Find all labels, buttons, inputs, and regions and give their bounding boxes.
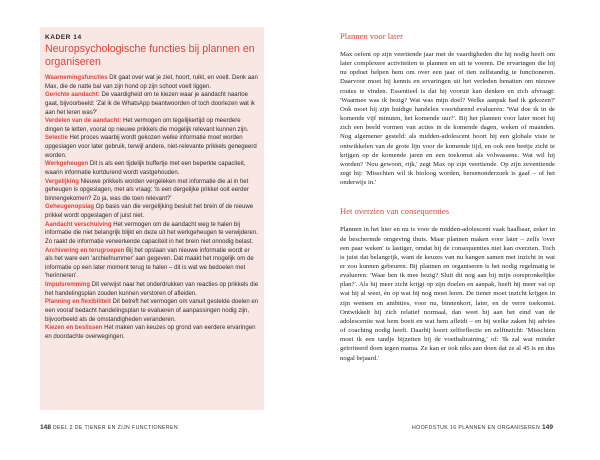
- right-column: [340, 31, 555, 363]
- kader-item: [45, 247, 259, 282]
- kader-item: [45, 203, 259, 220]
- kader-item: [45, 74, 259, 91]
- kader-term: Gerichte aandacht:: [45, 92, 100, 99]
- right-page: [300, 0, 600, 460]
- kader-label: KADER 14: [45, 34, 82, 41]
- page-number: 148: [40, 424, 52, 431]
- kader-text: Dit gaat over wat je ziet, hoort, ruikt, en voelt. Denk aan Max, die de natte bal van zijn hond op zijn schoot voelt liggen.: [45, 75, 258, 90]
- section-plannen-voor-later: [340, 31, 555, 187]
- section-heading: Het overzien van consequenties: [340, 206, 450, 217]
- kader-term: Archivering en terugroepen: [45, 247, 125, 254]
- section-paragraph: Max oefent op zijn veertiende jaar met de vaardigheden die hij nodig heeft om later complexere activiteiten te plannen en uit te voeren. De ervaringen die hij nu opdoet helpen hem om over een jaar of tien zelfstandig te functioneren. Daarvoor moet hij kennis en ervaringen uit het verleden benatten om nieuwe routes te vinden. Essentieel is dat hij vooruit kan denken en zich afvraagt: 'Waarmee was ik bezig? Wat was mijn doel? Welke aanpak had ik gekozen?' Ook moet hij zijn huidige handelen voortdurend evalueren: 'Wat doe ik in de komende vijf minuten, het komende uur?'. Bij het plannen voor later moet hij zich een beeld vormen van acties in de komende dagen, weken of maanden. Nog algemener gesteld: als midden-adolescent hoort hij een globale visie te ontwikkelen van de grote lijn voor de komende tijd, en ook een beetje zicht te krijgen op de komende jaren en een toekomst als volwassene. Wat wil hij worden? 'Nou gewoon, rijk,' zegt Max op zijn veertiende. Op zijn zeventiende zegt hij: 'Misschien wil ik bioloog worden, hersenonderzoek is gaaf – of het onderwijs in.': [340, 51, 555, 187]
- kader-item: [45, 221, 259, 247]
- kader-term: Planning en flexibiliteit: [45, 299, 111, 306]
- kader-term: Impulsremming: [45, 282, 91, 288]
- kader-text: Dit betreft het vermogen om vanuit gestelde doelen en een vooraf bedacht handelingsplan te evalueren of aanpassingen nodig zijn, bijvoorbeeld als de omstandigheden veranderen.: [45, 299, 259, 323]
- section-heading: Plannen voor later: [340, 31, 404, 41]
- kader-text: Bij het opslaan van nieuwe informatie wordt er als het ware een 'archiefnummer' aan gegeven. Dat maakt het mogelijk om de informatie op een later moment terug te halen – dit is wat we bedoelen met 'herinneren'.: [45, 247, 254, 280]
- kader-item: [45, 117, 259, 134]
- kader-text: Het proces waarbij wordt gekozen welke informatie moet worden opgeslagen voor later gebruik, terwijl andere, niet-relevante prikkels genegeerd worden.: [45, 135, 257, 159]
- page-number: 149: [541, 424, 553, 431]
- kader-item: [45, 91, 259, 117]
- kader-term: Verdelen van de aandacht:: [45, 118, 122, 125]
- running-head: DEEL 2 DE TIENER EN ZIJN FUNCTIONEREN: [52, 425, 179, 431]
- kader-term: Aandacht verschuiving: [45, 221, 112, 228]
- running-head: HOOFDSTUK 16 PLANNEN EN ORGANISEREN: [411, 425, 541, 431]
- kader-item: [45, 298, 259, 324]
- kader-body: [45, 74, 259, 341]
- kader-text: Dit is als een tijdelijk buffertje met een beperkte capaciteit, waarin informatie kortdurend wordt vastgehouden.: [45, 161, 246, 176]
- kader-item: [45, 324, 259, 341]
- section-overzien-consequenties: [340, 206, 555, 362]
- kader-text: Het vermogen om de aandacht weg te halen bij informatie die niet belangrijk blijkt en deze uit het werkgeheugen te verwijderen. Zo raakt de informatie verwerkende capaciteit in het brein niet onnodig belast.: [45, 221, 258, 245]
- kader-term: Waarnemingsfuncties: [45, 75, 108, 81]
- kader-item: [45, 160, 259, 177]
- kader-text: Het maken van keuzes op grond van eerdere ervaringen en doordachte overwegingen.: [45, 325, 256, 340]
- kader-item: [45, 134, 259, 160]
- kader-item: [45, 281, 259, 298]
- kader-text: Dit verwijst naar het onderdrukken van reacties op prikkels die het handelingsplan zouden kunnen verstoren of afleiden.: [45, 282, 259, 297]
- section-paragraph: Plannen in het hier en nu is voor de midden-adolescent vaak haalbaar, zeker in de beschermde omgeving thuis. Maar plannen maken voor later – zelfs 'over een paar weken' is lastiger, omdat hij de consequenties niet kan overzien. Toch is juist dat belangrijk, want de keuzes van nu hangen samen met inzicht in wat er zou kunnen gebeuren. Bij plannen en organiseren is het nodig regelmatig te evalueren: 'Waar ben ik mee bezig? Sluit dit nog aan bij mijn oorspronkelijke plan?'. Als hij meer zicht krijgt op zijn doelen en aanpak, heeft hij meer vat op wat hij al weet, én op wat hij nog moet leren. De tiener moet inzicht krijgen in zijn wensen en ambities, voor nu, binnenkort, later, en de verre toekomst. Ontwikkelt hij zich relatief normaal, dan weet hij aan het eind van de adolescentie wat hem boeit en wat hem afleidt – en bij welke zaken hij advies of coaching nodig heeft. Daarbij hoort zelfreflectie en zelfinzicht: 'Misschien moet ik een tandje bijzetten bij de voetbaltraining,' of: 'Ik zal wat minder geïrriteerd doen tegen mama. Ze kan er ook niks aan doen dat ze al 45 is en dus nogal bejaard.': [340, 226, 555, 362]
- kader-text: Het vermogen om tegelijkertijd op meerdere dingen te letten, vooral op nieuwe prikkels die mogelijk relevant kunnen zijn.: [45, 118, 249, 133]
- kader-text: De vaardigheid om te kiezen waar je aandacht naartoe gaat, bijvoorbeeld: 'Zal ik de WhatsApp beantwoorden of toch doorlezen wat ik aan het leren was?': [45, 92, 255, 116]
- kader-term: Selectie: [45, 135, 68, 142]
- kader-term: Kiezen en beslissen: [45, 325, 103, 332]
- kader-text: Nieuwe prikkels worden vergeleken met informatie die al in het geheugen is opgeslagen, met als vraag: 'Is een dergelijke prikkel ooit eerder binnengekomen? Zo ja, was die toen relevant?': [45, 178, 249, 202]
- kader-term: Werkgeheugen: [45, 161, 89, 168]
- kader-item: [45, 178, 259, 204]
- left-page-footer: [40, 424, 178, 431]
- kader-text: Op basis van die vergelijking besluit het brein of de nieuwe prikkel wordt opgeslagen of juist niet.: [45, 204, 254, 219]
- right-page-footer: [412, 424, 553, 431]
- kader-title: Neuropsychologische functies bij plannen en organiseren: [45, 43, 255, 68]
- kader-term: Geheugenopslag: [45, 204, 95, 211]
- kader-term: Vergelijking: [45, 178, 79, 185]
- kader-box: [40, 27, 264, 410]
